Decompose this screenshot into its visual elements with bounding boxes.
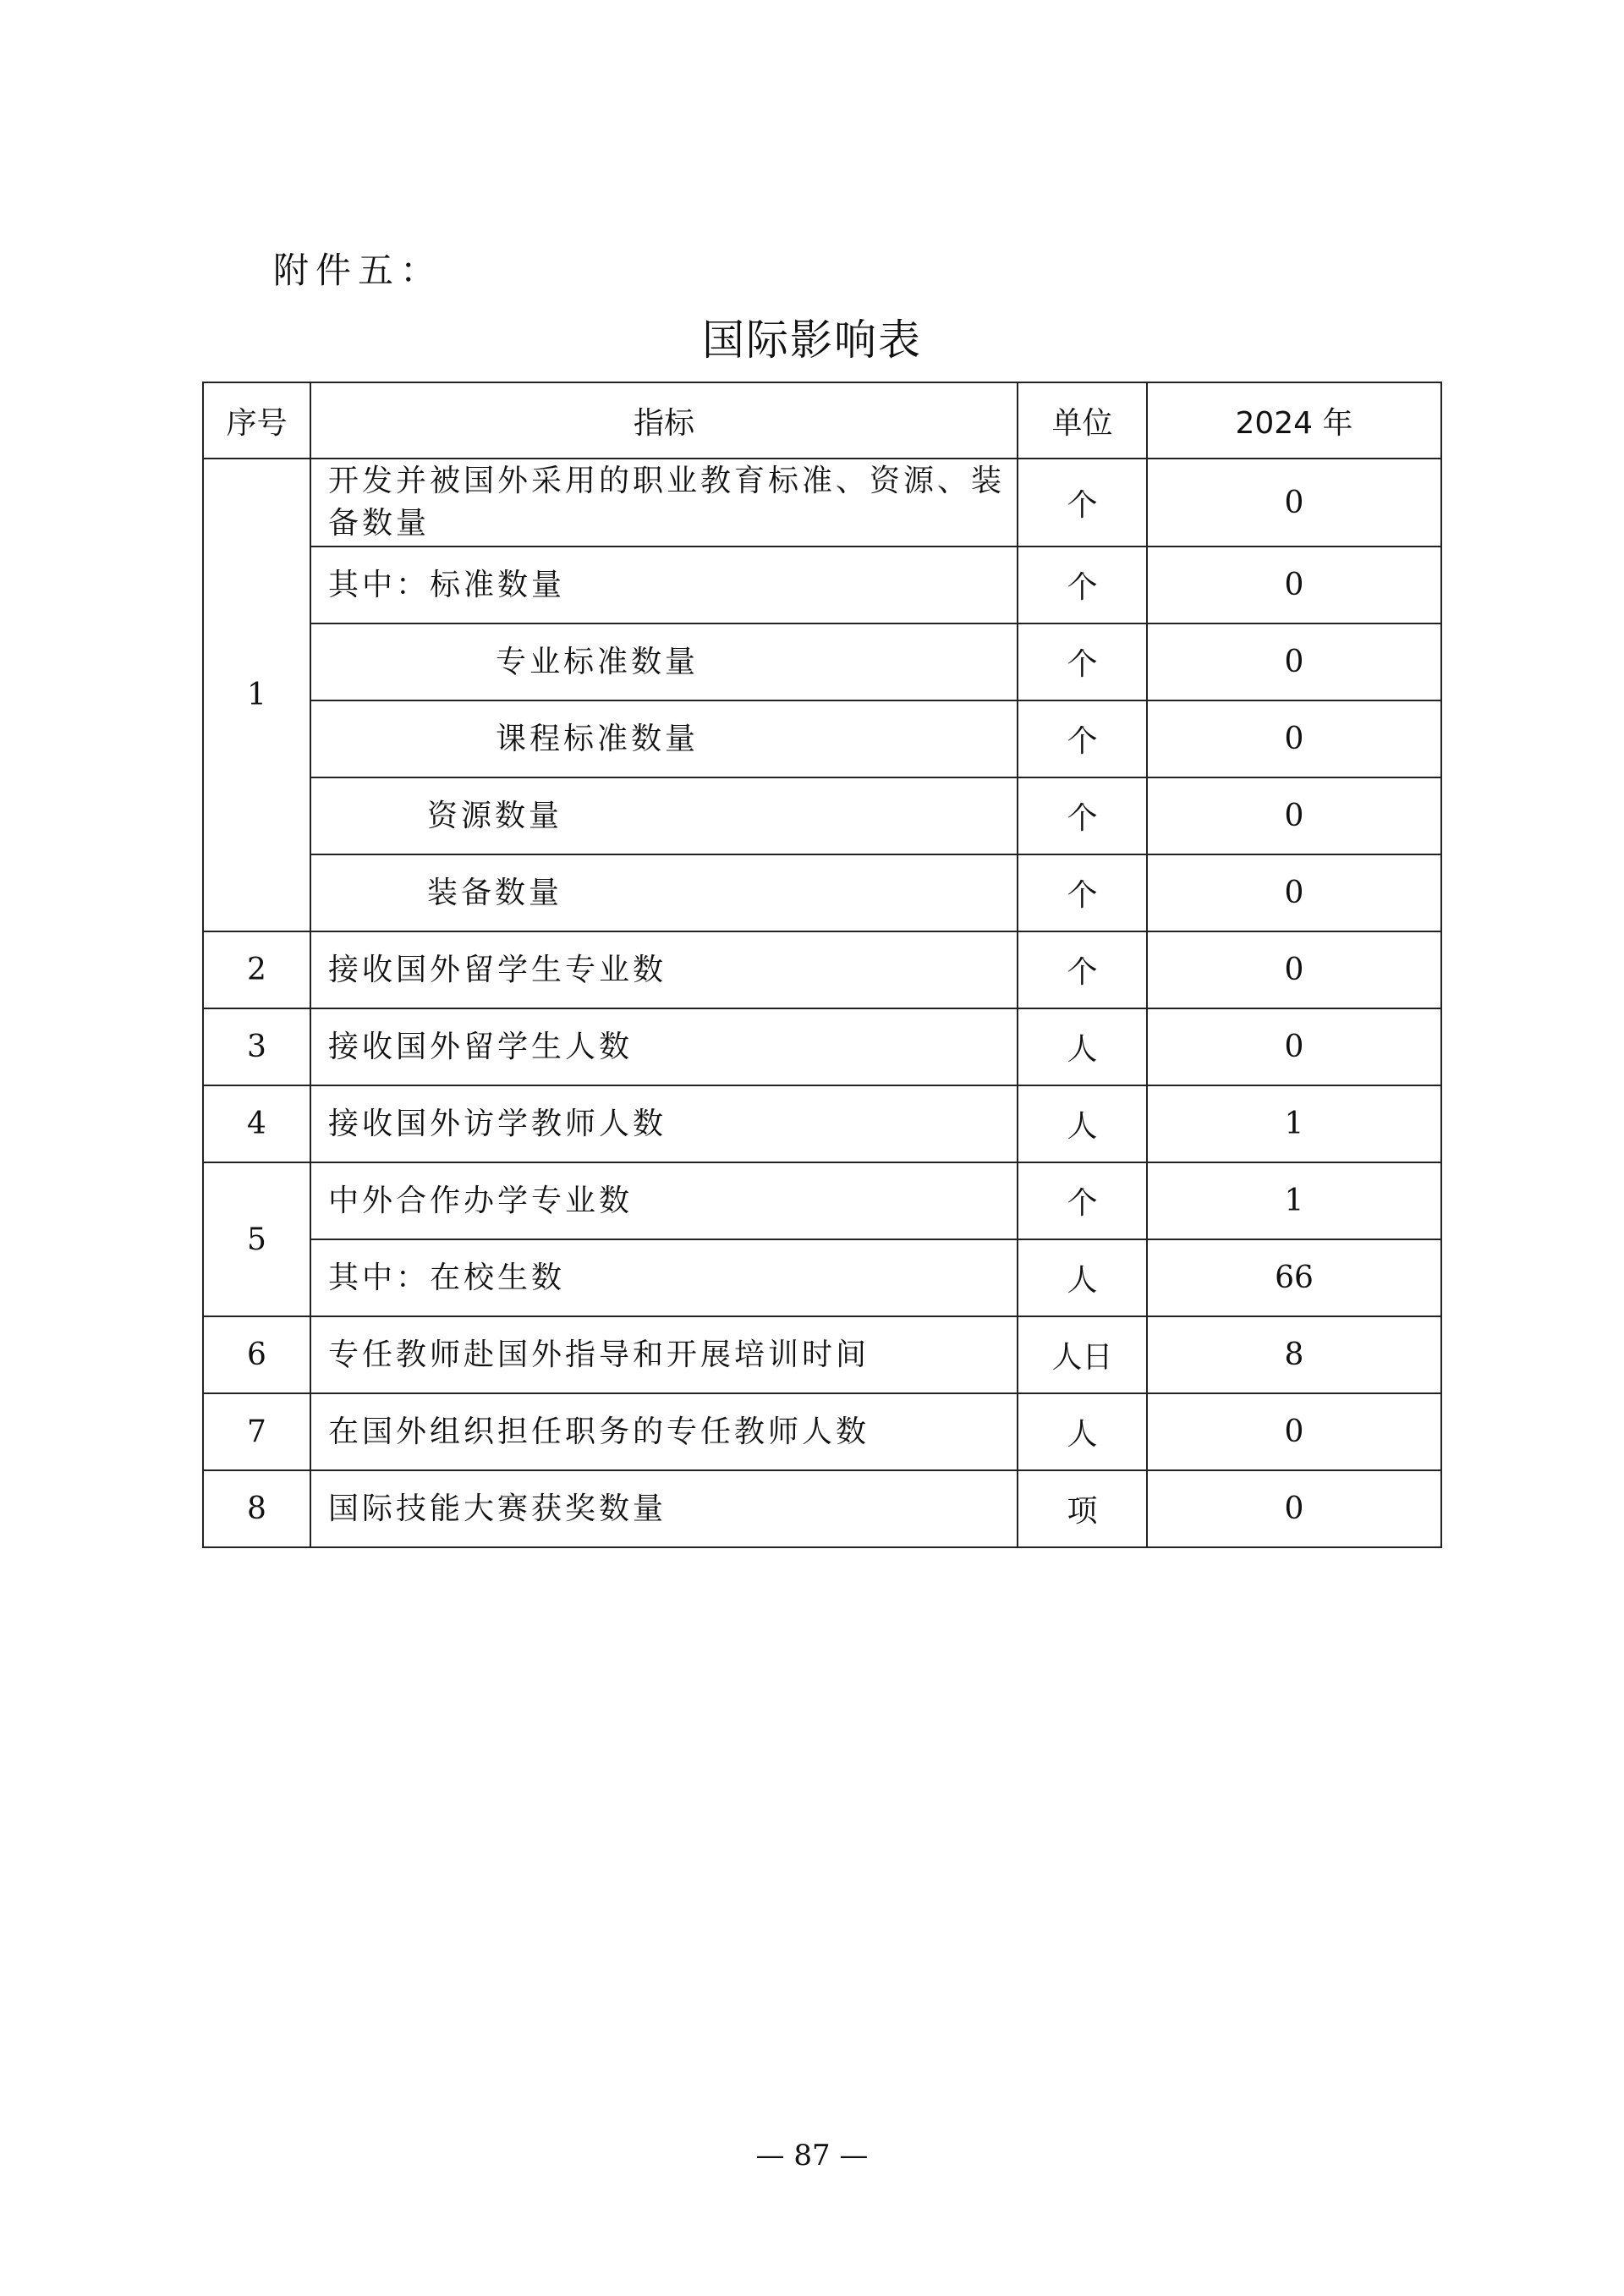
page-number: — 87 — <box>755 2139 869 2172</box>
indicator-cell: 接收国外留学生专业数 <box>310 931 1018 1008</box>
value-cell: 0 <box>1147 459 1441 547</box>
unit-cell: 人 <box>1018 1008 1147 1085</box>
unit-cell: 个 <box>1018 623 1147 700</box>
value-cell: 0 <box>1147 1470 1441 1547</box>
value-cell: 0 <box>1147 547 1441 623</box>
indicator-cell: 其中：标准数量 <box>310 547 1018 623</box>
row-number: 6 <box>203 1316 310 1393</box>
row-number: 5 <box>203 1162 310 1316</box>
column-header-year: 2024 年 <box>1147 382 1441 459</box>
value-cell: 0 <box>1147 1393 1441 1470</box>
table-row <box>203 1162 1441 1239</box>
table-row <box>203 1393 1441 1470</box>
document-title: 国际影响表 <box>702 316 922 365</box>
table-row <box>203 777 1441 854</box>
unit-cell: 人 <box>1018 1393 1147 1470</box>
indicator-cell: 专业标准数量 <box>310 623 1018 700</box>
indicator-cell: 接收国外留学生人数 <box>310 1008 1018 1085</box>
table-row <box>203 623 1441 700</box>
row-number: 1 <box>203 459 310 931</box>
value-cell: 0 <box>1147 700 1441 777</box>
indicator-cell: 开发并被国外采用的职业教育标准、资源、装备数量 <box>310 459 1018 547</box>
table-header-row <box>203 382 1441 459</box>
value-cell: 66 <box>1147 1239 1441 1316</box>
international-impact-table <box>202 382 1440 1548</box>
table-row <box>203 700 1441 777</box>
unit-cell: 个 <box>1018 1162 1147 1239</box>
indicator-cell: 专任教师赴国外指导和开展培训时间 <box>310 1316 1018 1393</box>
unit-cell: 个 <box>1018 700 1147 777</box>
unit-cell: 人 <box>1018 1085 1147 1162</box>
value-cell: 0 <box>1147 777 1441 854</box>
unit-cell: 个 <box>1018 547 1147 623</box>
table-row <box>203 931 1441 1008</box>
value-cell: 1 <box>1147 1085 1441 1162</box>
value-cell: 8 <box>1147 1316 1441 1393</box>
unit-cell: 人日 <box>1018 1316 1147 1393</box>
unit-cell: 个 <box>1018 854 1147 931</box>
indicator-cell: 资源数量 <box>310 777 1018 854</box>
indicator-cell: 课程标准数量 <box>310 700 1018 777</box>
value-cell: 1 <box>1147 1162 1441 1239</box>
value-cell: 0 <box>1147 1008 1441 1085</box>
row-number: 3 <box>203 1008 310 1085</box>
indicator-cell: 国际技能大赛获奖数量 <box>310 1470 1018 1547</box>
column-header-unit: 单位 <box>1018 382 1147 459</box>
column-header-no: 序号 <box>203 382 310 459</box>
data-table <box>202 382 1442 1548</box>
row-number: 4 <box>203 1085 310 1162</box>
value-cell: 0 <box>1147 623 1441 700</box>
value-cell: 0 <box>1147 854 1441 931</box>
indicator-cell: 装备数量 <box>310 854 1018 931</box>
table-row <box>203 1239 1441 1316</box>
row-number: 8 <box>203 1470 310 1547</box>
table-row <box>203 547 1441 623</box>
row-number: 2 <box>203 931 310 1008</box>
unit-cell: 项 <box>1018 1470 1147 1547</box>
indicator-cell: 在国外组织担任职务的专任教师人数 <box>310 1393 1018 1470</box>
unit-cell: 个 <box>1018 931 1147 1008</box>
table-row <box>203 459 1441 547</box>
indicator-cell: 接收国外访学教师人数 <box>310 1085 1018 1162</box>
table-row <box>203 854 1441 931</box>
indicator-cell: 其中：在校生数 <box>310 1239 1018 1316</box>
attachment-label: 附件五： <box>273 250 443 291</box>
indicator-cell: 中外合作办学专业数 <box>310 1162 1018 1239</box>
row-number: 7 <box>203 1393 310 1470</box>
table-row <box>203 1008 1441 1085</box>
unit-cell: 个 <box>1018 777 1147 854</box>
unit-cell: 个 <box>1018 459 1147 547</box>
table-row <box>203 1316 1441 1393</box>
column-header-indicator: 指标 <box>310 382 1018 459</box>
value-cell: 0 <box>1147 931 1441 1008</box>
table-row <box>203 1470 1441 1547</box>
table-row <box>203 1085 1441 1162</box>
unit-cell: 人 <box>1018 1239 1147 1316</box>
